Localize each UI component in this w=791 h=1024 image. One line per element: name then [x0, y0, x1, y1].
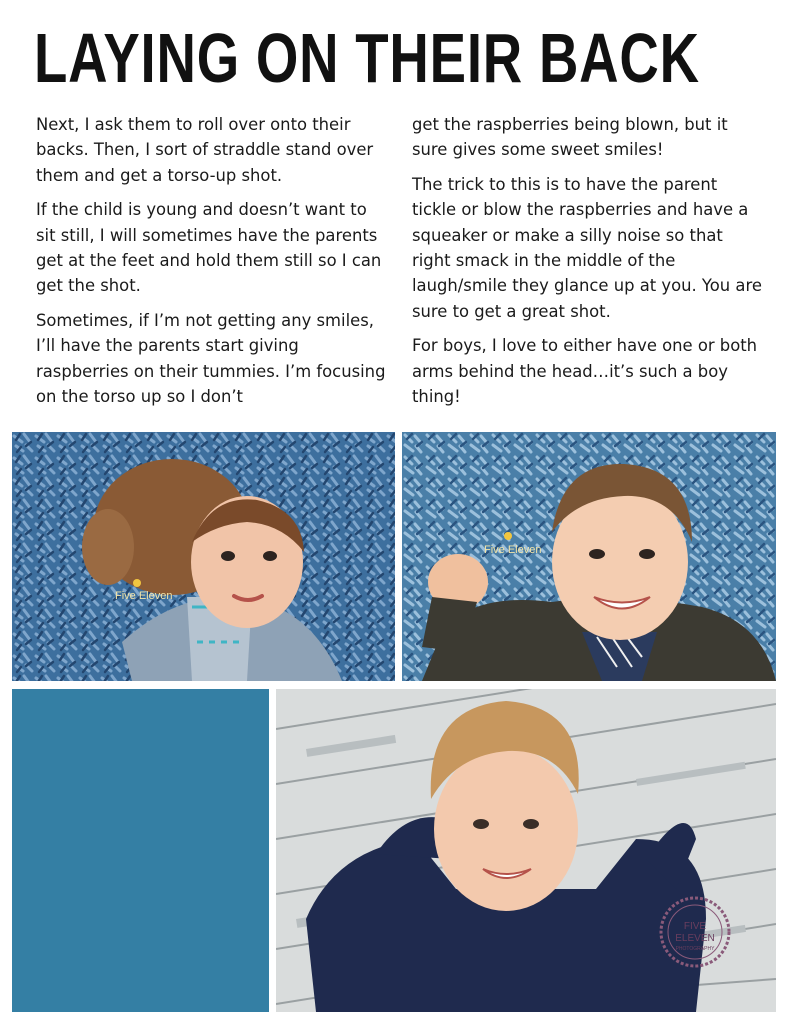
- paragraph: If the child is young and doesn’t want to sit still, I will sometimes have the parents get at the feet and hold them still so I can get the shot.: [36, 200, 382, 296]
- watermark-text: ELEVEN: [675, 933, 715, 944]
- page-title: LAYING ON THEIR BACK: [34, 19, 700, 97]
- watermark-text: Five Eleven: [115, 590, 173, 602]
- paragraph: get the raspberries being blown, but it sure gives some sweet smiles!: [412, 115, 728, 160]
- watermark-text: FIVE: [683, 921, 707, 932]
- paragraph: For boys, I love to either have one or both arms behind the head…it’s such a boy thing!: [412, 336, 758, 407]
- photo-girl-on-blue-rug: [12, 432, 395, 681]
- watermark-text: PHOTOGRAPHY: [675, 946, 715, 952]
- text-column-left: [36, 112, 386, 418]
- text-column-right: [412, 112, 762, 418]
- paragraph: Sometimes, if I’m not getting any smiles, I’ll have the parents start giving raspberries on their tummies. I’m focusing on the torso up so I don’t: [36, 310, 386, 407]
- watermark-text: Five Eleven: [484, 544, 542, 556]
- paragraph: Next, I ask them to roll over onto their backs. Then, I sort of straddle stand over them and get a torso-up shot.: [36, 115, 374, 185]
- paragraph: The trick to this is to have the parent tickle or blow the raspberries and have a squeaker or make a silly noise so that right smack in the middle of the laugh/smile they glance up at you. You are sure to get a great shot.: [412, 174, 762, 321]
- photo-boy-on-wood-floor: [276, 689, 776, 1012]
- photo-boy-on-blue-rug: [402, 432, 776, 681]
- accent-color-block: [12, 689, 269, 1012]
